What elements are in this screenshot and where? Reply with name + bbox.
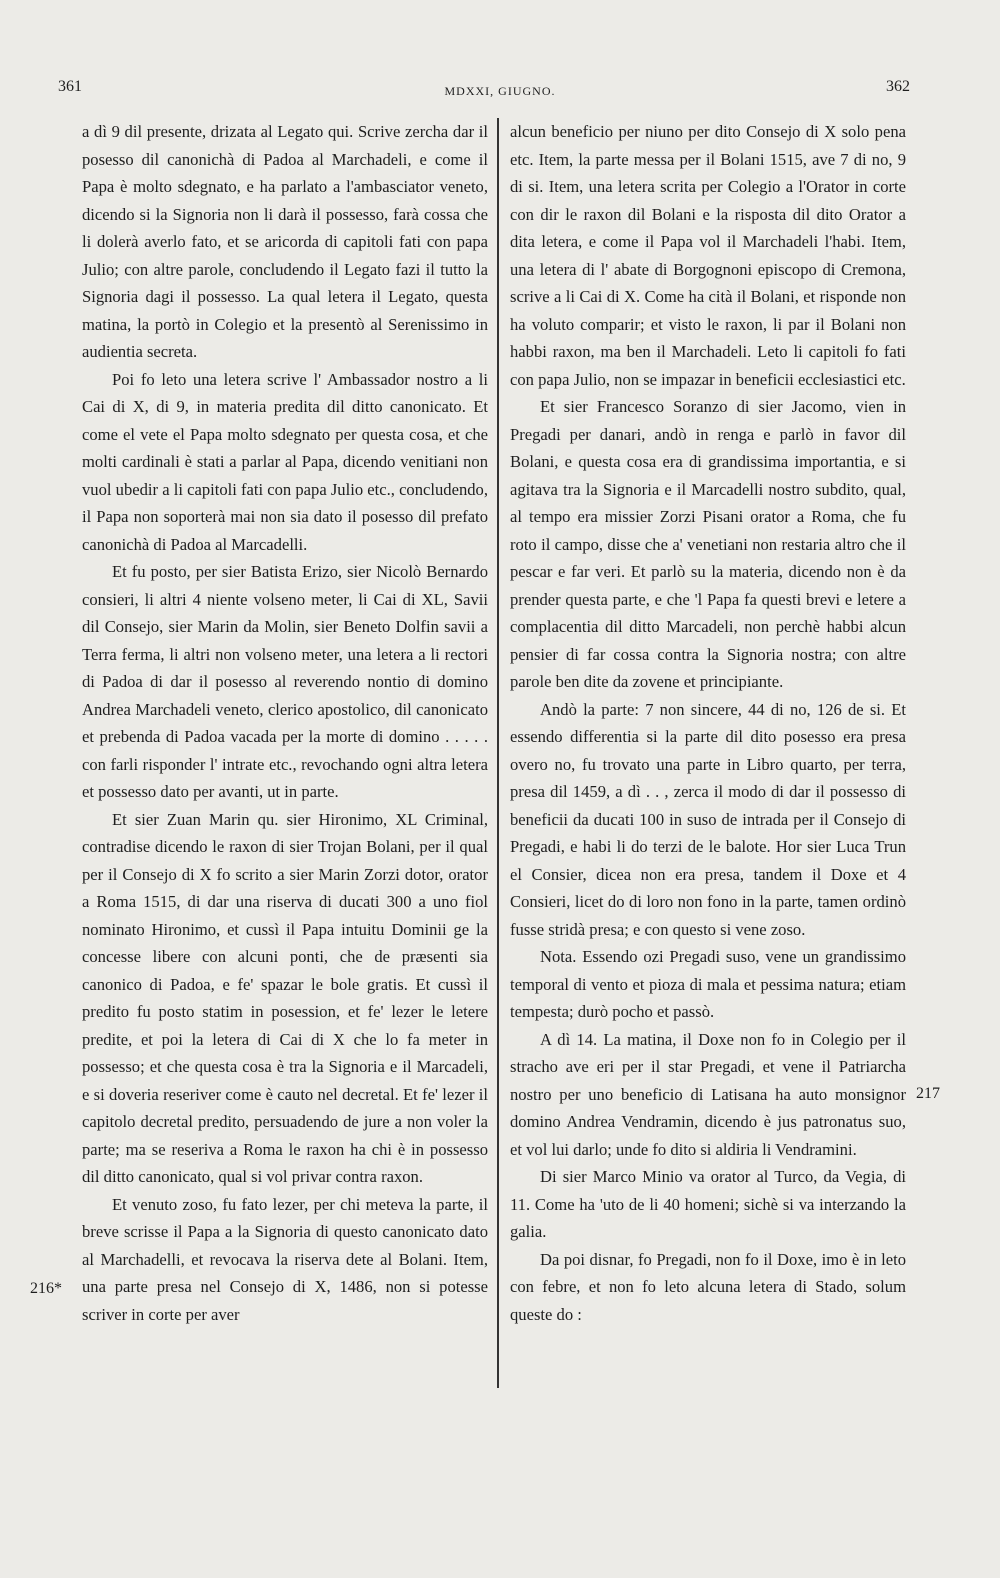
column-divider xyxy=(497,118,499,1388)
margin-number-right: 217 xyxy=(916,1085,940,1102)
page-number-right: 362 xyxy=(886,78,910,95)
running-title: MDXXI, GIUGNO. xyxy=(444,84,556,98)
left-paragraph-4: Et sier Zuan Marin qu. sier Hironimo, XL Criminal, contradise dicendo le raxon di sier Trojan Bolani, per il qual per il Consejo di X fo scrito a sier Marin Zorzi dotor, orator a Roma 1515, di dar una riserva di ducati 300 a uno fiol nominato Hironimo, et cussì il Papa intuitu Dominii ge la concesse libere con alcuni ponti, che de præsenti sia canonico di Padoa, e fe' spazar le bole gratis. Et cussì il predito fu posto statim in posession, et fe' lezer le letere predite, et poi la letera di Cai di X che lo fa meter in possesso; et che questa cosa è tra la Signoria e il Marcadeli, e si doveria reseriver come è cauto nel decretal. Et fe' lezer il capitolo decretal predito, persuadendo de jure a non voler la parte; ma se reseriva a Roma le raxon ha chi è in possesso dil ditto canonicato, qual si vol privar contra raxon. xyxy=(82,809,488,1186)
right-paragraph-2: Et sier Francesco Soranzo di sier Jacomo, vien in Pregadi per danari, andò in renga e parlò in favor dil Bolani, e questa cosa era di grandissima importantia, e si agitava tra la Signoria e il Marcadelli nostro subdito, qual, al tempo era missier Zorzi Pisani orator a Roma, che fu roto il campo, disse che a' venetiani non restaria altro che il pescar e far veri. Et parlò su la materia, dicendo non è da prender questa parte, e che 'l Papa fa questi brevi e letere a complacentia dil ditto Marcadeli, non perchè habbi alcun pensier di far cossa contra la Signoria nostra; con altre parole ben dite da zovene et principiante. xyxy=(510,397,906,691)
left-paragraph-1: a dì 9 dil presente, drizata al Legato qui. Scrive zercha dar il posesso dil canonichà di Padoa al Marchadeli, e come il Papa è molto sdegnato, e ha parlato a l'ambasciator veneto, dicendo si la Signoria non li darà il possesso, farà cossa che li dolerà averlo fato, et se aricorda di capitoli fati con papa Julio; con altre parole, concludendo il Legato fazi il tutto la Signoria dagi il possesso. La qual letera il Legato, questa matina, la portò in Colegio et la presentò al Serenissimo in audientia secreta. xyxy=(82,122,488,361)
right-paragraph-4: Nota. Essendo ozi Pregadi suso, vene un grandissimo temporal di vento et pioza di mala et pessima natura; etiam tempesta; durò pocho et passò. xyxy=(510,947,906,1021)
right-paragraph-3: Andò la parte: 7 non sincere, 44 di no, 126 de si. Et essendo differentia si la parte dil dito posesso era presa overo no, fu trovato una parte in Libro quarto, per terra, presa dil 1459, a dì . . , zerca il modo di dar il possesso di beneficii da ducati 100 in suso de intrada per il Consejo di Pregadi, e habi li do terzi de le balote. Hor sier Luca Trun el Consier, dicea non era presa, tandem il Doxe et 4 Consieri, licet do di loro non fono in la parte, tamen ordinò fusse stridà presa; e con questo si vene zoso. xyxy=(510,699,906,939)
left-paragraph-2: Poi fo leto una letera scrive l' Ambassador nostro a li Cai di X, di 9, in materia predita dil ditto canonicato. Et come el vete el Papa molto sdegnato per questa cosa, et che molti cardinali è stati a parlar al Papa, dicendo venitiani non vuol ubedir a li capitoli fati con papa Julio etc., concludendo, il Papa non soporterà mai non sia dato il posesso dil prefato canonichà di Padoa al Marcadelli. xyxy=(82,369,488,554)
right-paragraph-6: Di sier Marco Minio va orator al Turco, da Vegia, di 11. Come ha 'uto de li 40 homeni; sichè si va interzando la galia. xyxy=(510,1167,906,1241)
left-paragraph-3: Et fu posto, per sier Batista Erizo, sier Nicolò Bernardo consieri, li altri 4 niente volseno meter, li Cai di XL, Savii dil Consejo, sier Marin da Molin, sier Beneto Dolfin savii a Terra ferma, li altri non volseno meter, una letera a li rectori di Padoa di dar il posesso al reverendo nontio di domino Andrea Marchadeli veneto, clerico apostolico, dil canonicato et prebenda di Padoa vacada per la morte di domino . . . . . con farli risponder l' intrate etc., revochando ogni altra letera et possesso dato per avanti, ut in parte. xyxy=(82,562,488,801)
right-paragraph-5: A dì 14. La matina, il Doxe non fo in Colegio per il stracho ave eri per il star Pregadi, et vene il Patriarcha nostro per uno beneficio di Latisana ha auto monsignor domino Andrea Vendramin, dicendo è jus patronatus suo, et vol lui darlo; unde fo dito si aldiria li Vendramini. xyxy=(510,1029,906,1159)
right-column xyxy=(510,118,906,1328)
page-number-left: 361 xyxy=(58,78,82,95)
right-paragraph-7: Da poi disnar, fo Pregadi, non fo il Doxe, imo è in leto con febre, et non fo leto alcuna letera di Stado, solum queste do : xyxy=(510,1249,906,1324)
left-column xyxy=(82,118,488,1328)
margin-number-left: 216* xyxy=(30,1280,62,1297)
left-paragraph-5: Et venuto zoso, fu fato lezer, per chi meteva la parte, il breve scrisse il Papa a la Signoria di questo canonicato dato al Marchadelli, et revocava la riserva dete al Bolani. Item, una parte presa nel Consejo di X, 1486, non si potesse scriver in corte per aver xyxy=(82,1194,488,1324)
right-paragraph-1: alcun beneficio per niuno per dito Consejo di X solo pena etc. Item, la parte messa per il Bolani 1515, ave 7 di no, 9 di si. Item, una letera scrita per Colegio a l'Orator in corte con dir le raxon dil Bolani e la risposta dil dito Orator a dita letera, e come il Papa vol il Marchadeli l'habi. Item, una letera di l' abate di Borgognoni episcopo di Cremona, scrive a li Cai di X. Come ha cità il Bolani, et risponde non ha voluto comparir; et visto le raxon, li par il Bolani non habbi raxon, ma ben il Marchadeli. Leto li capitoli fo fati con papa Julio, non se impazar in beneficii ecclesiastici etc. xyxy=(510,122,906,389)
